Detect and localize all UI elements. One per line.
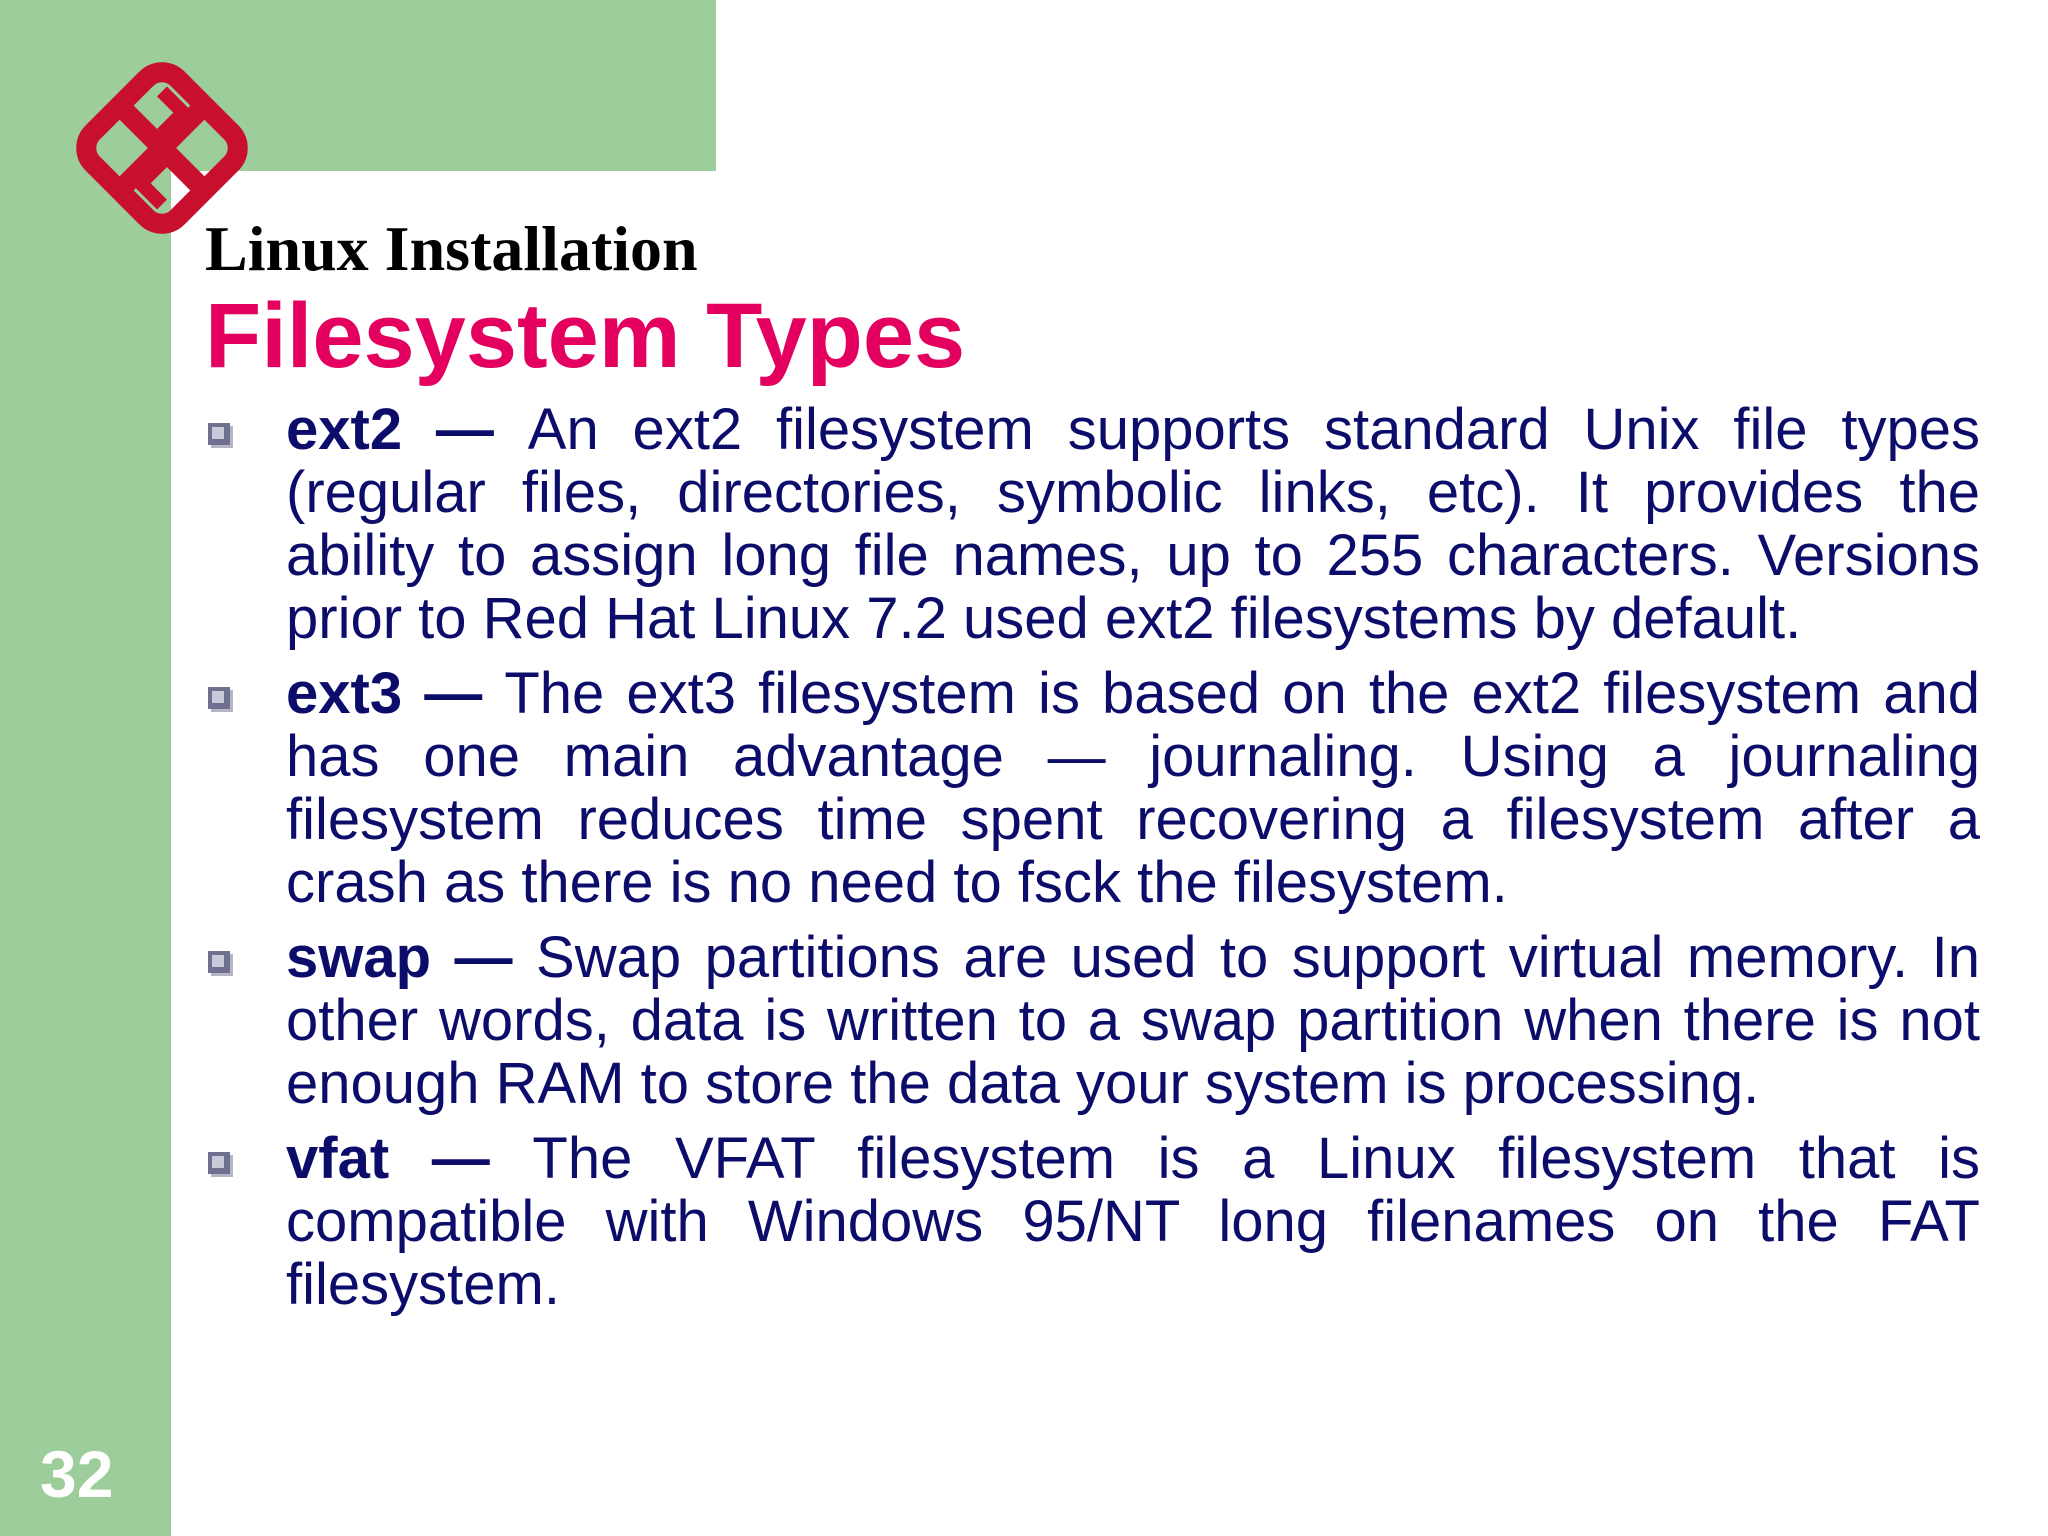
bullet-text: swap — Swap partitions are used to support virtual memory. In other words, data is written to a swap partition when there is not enough RAM to store the data your system is processing. — [286, 925, 1980, 1116]
slide-subtitle: Linux Installation — [205, 213, 698, 284]
bullet-list — [205, 398, 1980, 1328]
slide-number: 32 — [40, 1437, 114, 1511]
bullet-term: vfat — — [286, 1126, 533, 1191]
slide-title: Filesystem Types — [205, 285, 966, 387]
bullet-text: vfat — The VFAT filesystem is a Linux filesystem that is compatible with Windows 95/NT long filenames on the FAT filesystem. — [286, 1126, 1980, 1317]
square-bullet-icon — [205, 1149, 235, 1179]
square-bullet-icon — [205, 948, 235, 978]
bullet-item-vfat — [205, 1127, 1980, 1316]
bullet-term: ext3 — — [286, 661, 505, 726]
bullet-text: ext2 — An ext2 filesystem supports standard Unix file types (regular files, directories, symbolic links, etc). It provides the ability to assign long file names, up to 255 characters. Versions prior to Red Hat Linux 7.2 used ext2 filesystems by default. — [286, 397, 1981, 651]
bullet-term: ext2 — — [286, 397, 528, 462]
bullet-item-swap — [205, 926, 1980, 1115]
bullet-text: ext3 — The ext3 filesystem is based on the ext2 filesystem and has one main advantage — journaling. Using a journaling filesystem reduces time spent recovering a filesystem after a crash as there is no need to fsck the filesystem. — [286, 661, 1980, 915]
bullet-term: swap — — [286, 925, 537, 990]
square-bullet-icon — [205, 684, 235, 714]
square-bullet-icon — [205, 420, 235, 450]
bullet-item-ext3 — [205, 662, 1980, 914]
bullet-item-ext2 — [205, 398, 1980, 650]
